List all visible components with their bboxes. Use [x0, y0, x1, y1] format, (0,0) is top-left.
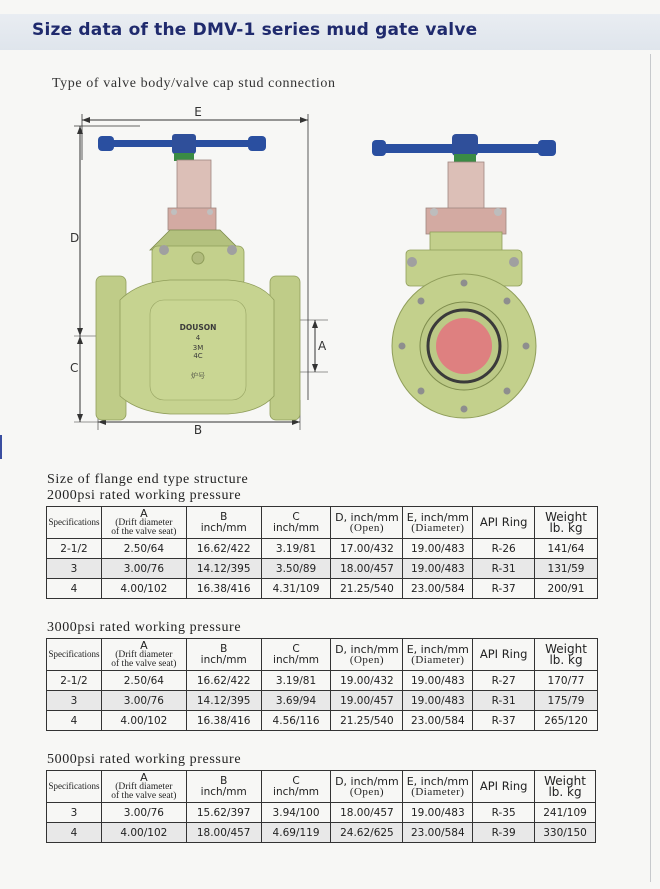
pressure-label-2000: 2000psi rated working pressure: [47, 488, 242, 503]
cell-b: 16.38/416: [186, 711, 261, 731]
cell-a: 4.00/102: [101, 711, 186, 731]
table-row: [47, 691, 598, 711]
body-text-heat-number: 炉号: [191, 372, 205, 380]
cell-d: 18.00/457: [331, 559, 403, 579]
header-b: B inch/mm: [186, 639, 261, 671]
header-a: A (Drift diameter of the valve seat): [101, 771, 186, 803]
cell-d: 17.00/432: [331, 539, 403, 559]
cell-api: R-39: [473, 823, 535, 843]
dim-label-e: E: [194, 105, 202, 119]
header-specifications: Specifications: [47, 771, 102, 803]
cell-d: 21.25/540: [331, 711, 403, 731]
page-edge-line: [650, 54, 651, 882]
header-b: B inch/mm: [186, 771, 261, 803]
cell-d: 24.62/625: [331, 823, 403, 843]
valve-drawing: [60, 100, 560, 450]
cell-b: 16.62/422: [186, 671, 261, 691]
cell-e: 19.00/483: [403, 559, 473, 579]
cell-api: R-37: [473, 579, 535, 599]
body-text-size: 4: [195, 334, 201, 342]
cell-weight: 241/109: [535, 803, 596, 823]
cell-d: 19.00/457: [331, 691, 403, 711]
header-weight: Weight lb. kg: [535, 507, 598, 539]
header-a: A (Drift diameter of the valve seat): [101, 507, 186, 539]
cell-c: 3.69/94: [261, 691, 331, 711]
cell-a: 4.00/102: [101, 579, 186, 599]
cell-spec: 3: [47, 691, 102, 711]
cell-d: 18.00/457: [331, 803, 403, 823]
cell-spec: 4: [47, 823, 102, 843]
body-text-class: 4C: [193, 352, 203, 360]
header-d: D, inch/mm (Open): [331, 507, 403, 539]
cell-api: R-31: [473, 691, 535, 711]
cell-c: 4.56/116: [261, 711, 331, 731]
cell-api: R-26: [473, 539, 535, 559]
spec-table-2000psi: [46, 506, 598, 599]
pressure-label-3000: 3000psi rated working pressure: [47, 620, 242, 635]
cell-c: 3.19/81: [261, 539, 331, 559]
cell-api: R-31: [473, 559, 535, 579]
cell-c: 3.94/100: [261, 803, 331, 823]
cell-e: 23.00/584: [403, 579, 473, 599]
cell-b: 14.12/395: [186, 559, 261, 579]
cell-e: 19.00/483: [403, 539, 473, 559]
cell-api: R-27: [473, 671, 535, 691]
cell-b: 16.38/416: [186, 579, 261, 599]
header-d: D, inch/mm (Open): [331, 639, 403, 671]
cell-c: 3.19/81: [261, 671, 331, 691]
cell-a: 4.00/102: [101, 823, 186, 843]
cell-e: 19.00/483: [403, 671, 473, 691]
header-specifications: Specifications: [47, 639, 102, 671]
cell-spec: 4: [47, 711, 102, 731]
cell-api: R-37: [473, 711, 535, 731]
cell-a: 2.50/64: [101, 671, 186, 691]
header-e: E, inch/mm (Diameter): [403, 639, 473, 671]
cell-spec: 2-1/2: [47, 539, 102, 559]
table-row: [47, 711, 598, 731]
body-text-pressure: 3M: [192, 344, 204, 352]
page-title: Size data of the DMV-1 series mud gate valve: [32, 20, 478, 40]
table-row: [47, 671, 598, 691]
cell-weight: 170/77: [535, 671, 598, 691]
cell-d: 19.00/432: [331, 671, 403, 691]
header-a: A (Drift diameter of the valve seat): [101, 639, 186, 671]
section-title: Size of flange end type structure: [47, 472, 249, 487]
pressure-label-5000: 5000psi rated working pressure: [47, 752, 242, 767]
cell-spec: 4: [47, 579, 102, 599]
table-row: [47, 823, 596, 843]
cell-weight: 200/91: [535, 579, 598, 599]
cell-d: 21.25/540: [331, 579, 403, 599]
cell-spec: 3: [47, 803, 102, 823]
cell-a: 3.00/76: [101, 803, 186, 823]
cell-weight: 141/64: [535, 539, 598, 559]
cell-b: 16.62/422: [186, 539, 261, 559]
cell-a: 3.00/76: [101, 691, 186, 711]
cell-api: R-35: [473, 803, 535, 823]
table-row: [47, 579, 598, 599]
header-e: E, inch/mm (Diameter): [403, 507, 473, 539]
header-c: C inch/mm: [261, 507, 331, 539]
table-row: [47, 803, 596, 823]
page-edge-mark: [0, 435, 2, 459]
cell-spec: 2-1/2: [47, 671, 102, 691]
drawing-subtitle: Type of valve body/valve cap stud connection: [52, 76, 336, 91]
spec-table-5000psi: [46, 770, 596, 843]
header-e: E, inch/mm (Diameter): [403, 771, 473, 803]
cell-a: 3.00/76: [101, 559, 186, 579]
cell-weight: 131/59: [535, 559, 598, 579]
header-api-ring: API Ring: [473, 639, 535, 671]
table-header-row: [47, 639, 598, 671]
table-row: [47, 539, 598, 559]
cell-a: 2.50/64: [101, 539, 186, 559]
dim-label-c: C: [70, 361, 79, 375]
cell-e: 23.00/584: [403, 823, 473, 843]
header-d: D, inch/mm (Open): [331, 771, 403, 803]
header-weight: Weight lb. kg: [535, 639, 598, 671]
table-header-row: [47, 507, 598, 539]
cell-c: 4.69/119: [261, 823, 331, 843]
cell-b: 18.00/457: [186, 823, 261, 843]
cell-e: 19.00/483: [403, 803, 473, 823]
cell-c: 3.50/89: [261, 559, 331, 579]
cell-e: 19.00/483: [403, 691, 473, 711]
dim-label-a: A: [318, 339, 327, 353]
table-header-row: [47, 771, 596, 803]
header-api-ring: API Ring: [473, 771, 535, 803]
cell-weight: 330/150: [535, 823, 596, 843]
header-b: B inch/mm: [186, 507, 261, 539]
cell-spec: 3: [47, 559, 102, 579]
cell-b: 15.62/397: [186, 803, 261, 823]
table-row: [47, 559, 598, 579]
front-view: [372, 134, 556, 418]
cell-weight: 265/120: [535, 711, 598, 731]
header-weight: Weight lb. kg: [535, 771, 596, 803]
cell-c: 4.31/109: [261, 579, 331, 599]
header-c: C inch/mm: [261, 639, 331, 671]
header-c: C inch/mm: [261, 771, 331, 803]
dim-label-b: B: [193, 423, 203, 437]
side-view: [70, 105, 328, 437]
header-api-ring: API Ring: [473, 507, 535, 539]
spec-table-3000psi: [46, 638, 598, 731]
cell-weight: 175/79: [535, 691, 598, 711]
header-specifications: Specifications: [47, 507, 102, 539]
dim-label-d: D: [70, 231, 80, 245]
cell-e: 23.00/584: [403, 711, 473, 731]
body-text-brand: DOUSON: [179, 323, 217, 332]
cell-b: 14.12/395: [186, 691, 261, 711]
